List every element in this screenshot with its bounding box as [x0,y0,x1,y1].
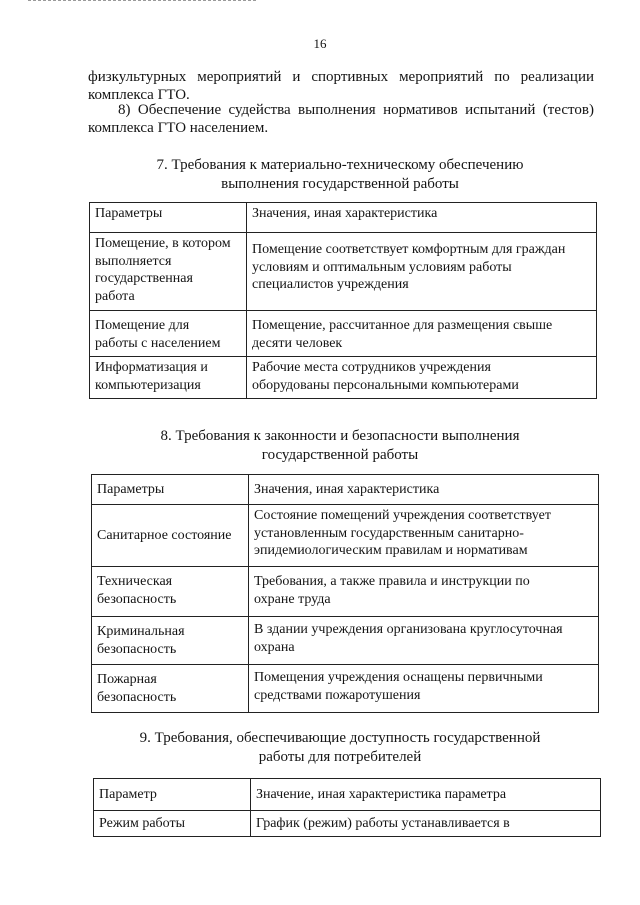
value-cell: График (режим) работы устанавливается в [251,811,601,837]
intro-line-3: 8) Обеспечение судейства выполнения нормативов испытаний (тестов) [118,102,594,118]
value-cell: Состояние помещений учреждения соответствует установленным государственным санитарно- эпидемиологическим правилам и нормативам [249,505,599,567]
param-cell: Криминальная безопасность [92,617,249,665]
table-row [92,505,599,567]
table-row [90,233,597,311]
table-header-row [92,475,599,505]
value-cell: Помещение, рассчитанное для размещения свыше десяти человек [247,311,597,357]
section-8-table [91,474,599,713]
header-cell-value: Значение, иная характеристика параметра [251,779,601,811]
param-cell: Помещение для работы с населением [90,311,247,357]
section-9-title-line-2: работы для потребителей [258,749,422,765]
intro-line-2: комплекса ГТО. [88,87,190,103]
intro-line-1: физкультурных мероприятий и спортивных мероприятий по реализации [88,69,594,85]
param-cell: Пожарная безопасность [92,665,249,713]
param-cell: Режим работы [94,811,251,837]
section-9-title-line-1: 9. Требования, обеспечивающие доступность государственной [139,730,541,746]
header-cell-param: Параметры [90,203,247,233]
table-row [92,617,599,665]
value-cell: Помещение соответствует комфортным для граждан условиям и оптимальным условиям работы специалистов учреждения [247,233,597,311]
section-7-table [89,202,597,399]
param-cell: Информатизация и компьютеризация [90,357,247,399]
scan-top-line [28,0,256,3]
section-8-title-line-1: 8. Требования к законности и безопасности выполнения [160,428,520,444]
table-header-row [94,779,601,811]
header-cell-param: Параметр [94,779,251,811]
table-row [90,311,597,357]
table-row [92,665,599,713]
table-row [92,567,599,617]
table-row [90,357,597,399]
value-cell: Требования, а также правила и инструкции по охране труда [249,567,599,617]
param-cell: Техническая безопасность [92,567,249,617]
section-8-title-line-2: государственной работы [261,447,419,463]
table-header-row [90,203,597,233]
value-cell: В здании учреждения организована круглосуточная охрана [249,617,599,665]
value-cell: Рабочие места сотрудников учреждения оборудованы персональными компьютерами [247,357,597,399]
intro-line-4: комплекса ГТО населением. [88,120,269,136]
section-7-title-line-1: 7. Требования к материально-техническому обеспечению [156,157,524,173]
section-8-heading [80,427,600,465]
section-9-heading [80,729,600,767]
param-cell: Помещение, в котором выполняется государственная работа [90,233,247,311]
page-number: 16 [313,36,327,51]
header-cell-param: Параметры [92,475,249,505]
section-7-heading [80,156,600,194]
section-7-title-line-2: выполнения государственной работы [221,176,459,192]
header-cell-value: Значения, иная характеристика [249,475,599,505]
table-row [94,811,601,837]
header-cell-value: Значения, иная характеристика [247,203,597,233]
section-9-table [93,778,601,837]
param-cell: Санитарное состояние [92,505,249,567]
value-cell: Помещения учреждения оснащены первичными средствами пожаротушения [249,665,599,713]
